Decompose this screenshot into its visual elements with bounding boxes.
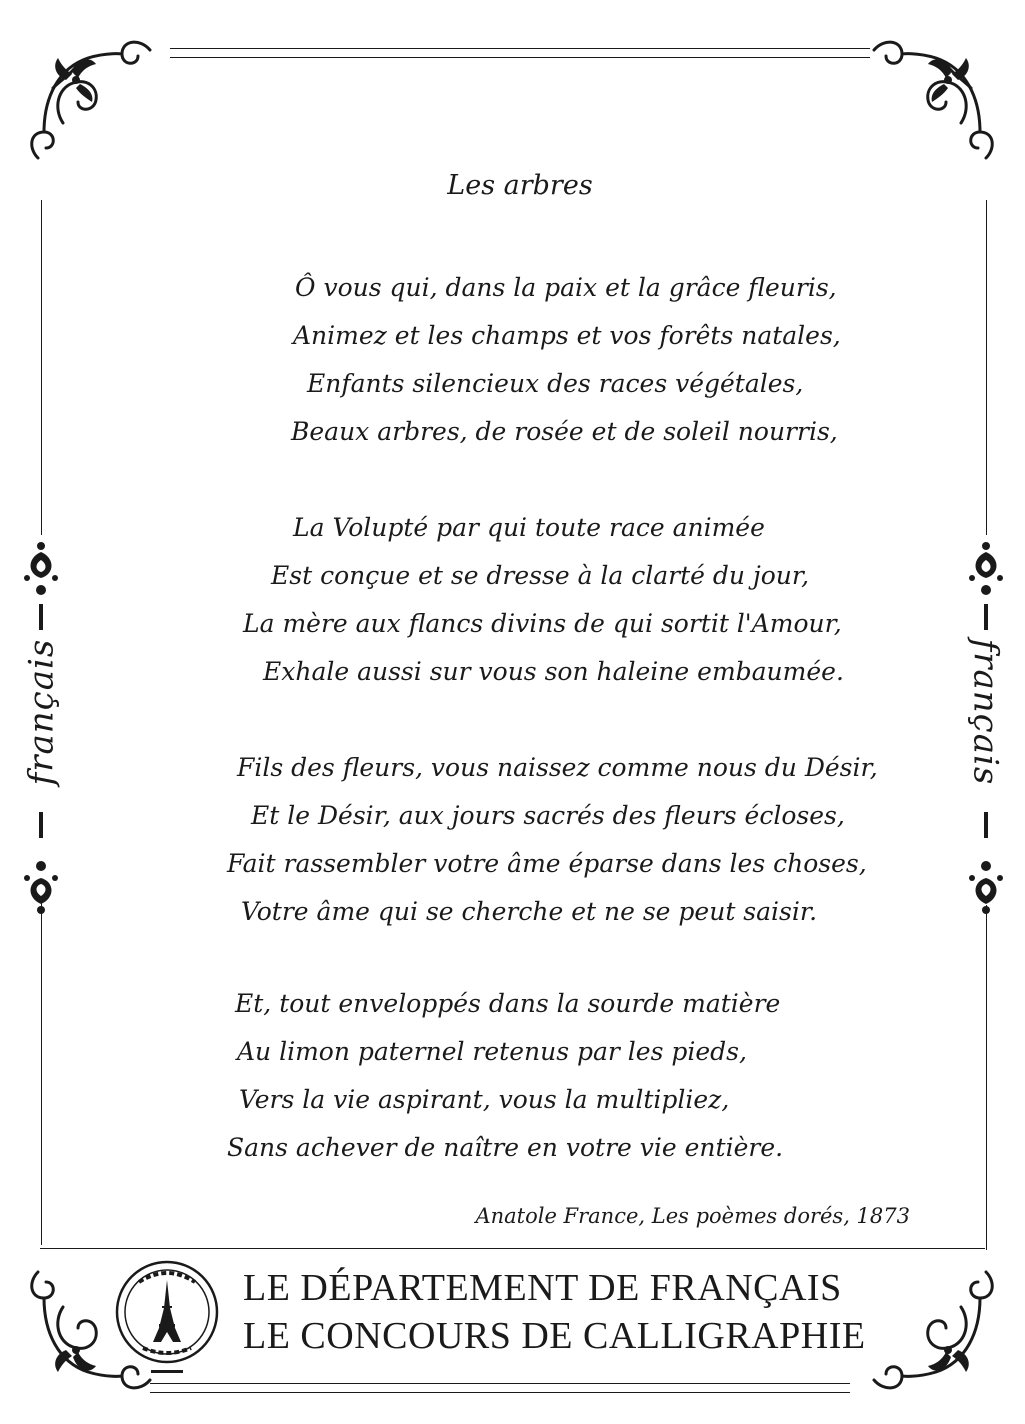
left-border-upper: [41, 200, 42, 535]
flourish-icon: [19, 848, 63, 918]
fleur-de-lis-corner-icon: [866, 28, 1006, 168]
fleur-de-lis-corner-icon: [18, 28, 158, 168]
poem-title: Les arbres: [447, 170, 593, 201]
side-label-left: français: [21, 638, 62, 786]
verse-line: Ô vous qui, dans la paix et la grâce fleuris,: [295, 273, 837, 302]
flourish-icon: [964, 538, 1008, 608]
divider-dash-icon: [38, 604, 44, 630]
department-title: LE DÉPARTEMENT DE FRANÇAIS: [243, 1267, 842, 1309]
bottom-border: [150, 1392, 850, 1393]
divider-dash-icon: [983, 812, 989, 838]
verse-line: Est conçue et se dresse à la clarté du jour,: [271, 561, 810, 590]
verse-line: La mère aux flancs divins de qui sortit l'Amour,: [243, 609, 842, 638]
contest-title: LE CONCOURS DE CALLIGRAPHIE: [243, 1315, 866, 1357]
fleur-de-lis-corner-icon: [866, 1262, 1006, 1402]
stanza: [215, 744, 905, 936]
verse-line: Au limon paternel retenus par les pieds,: [237, 1037, 747, 1066]
verse-line: Et le Désir, aux jours sacrés des fleurs écloses,: [251, 801, 845, 830]
side-label-right: français: [965, 638, 1006, 786]
flourish-icon: [964, 848, 1008, 918]
verse-line: Vers la vie aspirant, vous la multipliez,: [239, 1085, 730, 1114]
divider-dash-icon: [983, 604, 989, 630]
verse-line: La Volupté par qui toute race animée: [293, 513, 765, 542]
stanza: [215, 504, 905, 696]
verse-line: Beaux arbres, de rosée et de soleil nourris,: [291, 417, 838, 446]
verse-line: Exhale aussi sur vous son haleine embaumée.: [263, 657, 844, 686]
verse-line: Votre âme qui se cherche et ne se peut saisir.: [241, 897, 818, 926]
verse-line: Fait rassembler votre âme éparse dans les choses,: [227, 849, 867, 878]
eiffel-tower-stamp-icon: [113, 1258, 221, 1378]
top-border-inner: [170, 57, 870, 58]
right-border-lower: [986, 905, 987, 1250]
verse-line: Fils des fleurs, vous naissez comme nous du Désir,: [237, 753, 878, 782]
left-border-lower: [41, 900, 42, 1245]
flourish-icon: [19, 538, 63, 608]
verse-line: Enfants silencieux des races végétales,: [307, 369, 804, 398]
footer-divider: [40, 1248, 985, 1249]
stanza: [215, 980, 905, 1172]
poem-attribution: Anatole France, Les poèmes dorés, 1873: [475, 1204, 910, 1228]
stanza: [215, 264, 905, 456]
bottom-border-inner: [150, 1383, 850, 1384]
right-border-upper: [986, 200, 987, 535]
top-border: [170, 48, 870, 49]
divider-dash-icon: [38, 812, 44, 838]
verse-line: Animez et les champs et vos forêts natales,: [293, 321, 841, 350]
verse-line: Et, tout enveloppés dans la sourde matière: [235, 989, 781, 1018]
verse-line: Sans achever de naître en votre vie entière.: [227, 1133, 784, 1162]
